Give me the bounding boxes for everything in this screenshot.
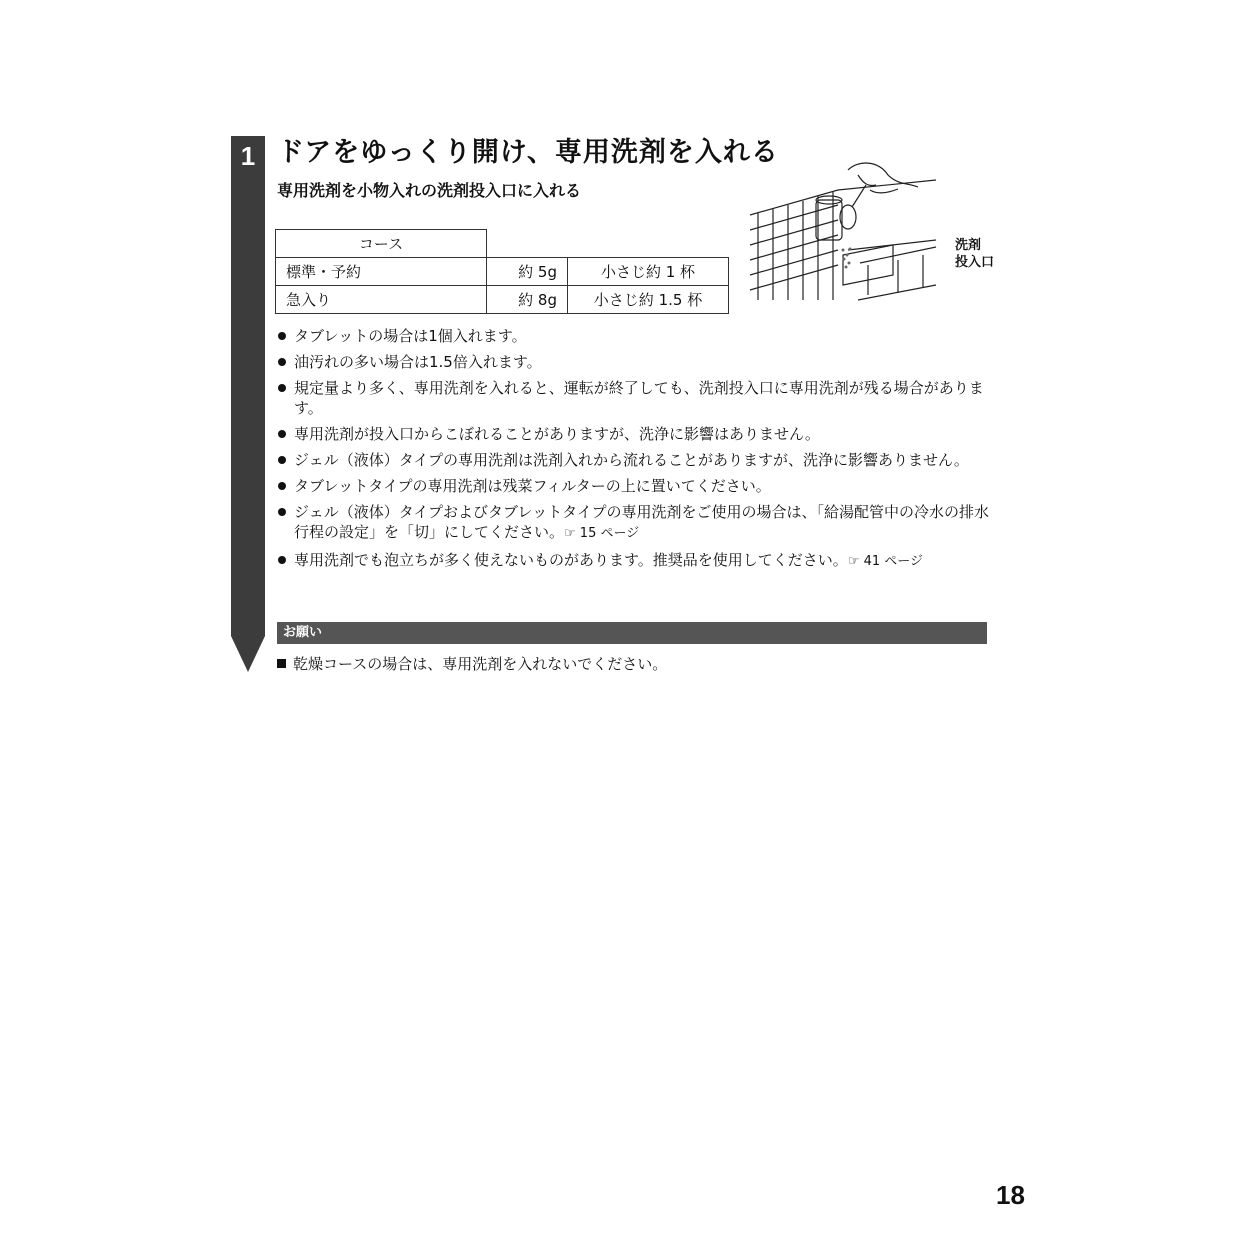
table-row: [276, 286, 729, 314]
table-header-row: [276, 230, 729, 258]
list-item: 規定量より多く、専用洗剤を入れると、運転が終了しても、洗剤投入口に専用洗剤が残る場合があります。: [277, 378, 989, 418]
list-item: タブレットタイプの専用洗剤は残菜フィルターの上に置いてください。: [277, 476, 989, 496]
table-cell-spoon: 小さじ約 1 杯: [568, 258, 729, 286]
list-item: ジェル（液体）タイプの専用洗剤は洗剤入れから流れることがありますが、洗浄に影響ありません。: [277, 450, 989, 470]
page-reference[interactable]: ☞ 15 ページ: [564, 526, 640, 541]
square-bullet-icon: [277, 659, 286, 668]
step-arrow: [231, 636, 265, 672]
page-reference[interactable]: ☞ 41 ページ: [847, 554, 924, 569]
list-item: 専用洗剤でも泡立ちが多く使えないものがあります。推奨品を使用してください。☞ 41 ページ: [277, 550, 989, 572]
bullet-icon: [278, 332, 286, 340]
onegai-item: 乾燥コースの場合は、専用洗剤を入れないでください。: [277, 653, 667, 674]
notes-list: [277, 326, 989, 578]
table-cell-amount: 約 8g: [487, 286, 568, 314]
table-cell-course: 急入り: [276, 286, 487, 314]
table-row: [276, 258, 729, 286]
page-number: 18: [996, 1180, 1025, 1210]
table-header-course: コース: [276, 230, 487, 258]
bullet-icon: [278, 430, 286, 438]
list-item: 油汚れの多い場合は1.5倍入れます。: [277, 352, 989, 372]
bullet-icon: [278, 482, 286, 490]
detergent-inlet-label: 洗剤 投入口: [955, 238, 995, 270]
table-cell-amount: 約 5g: [487, 258, 568, 286]
step-bar: [231, 136, 265, 636]
bullet-icon: [278, 358, 286, 366]
dishwasher-detergent-illustration: [748, 155, 938, 305]
bullet-icon: [278, 556, 286, 564]
table-cell-course: 標準・予約: [276, 258, 487, 286]
detergent-amount-table: [275, 229, 729, 314]
list-item: 専用洗剤が投入口からこぼれることがありますが、洗浄に影響はありません。: [277, 424, 989, 444]
onegai-heading-bar: [277, 622, 987, 644]
bullet-icon: [278, 456, 286, 464]
step-subtitle: 専用洗剤を小物入れの洗剤投入口に入れる: [277, 181, 582, 200]
step-number: 1: [240, 141, 256, 171]
step-title: ドアをゆっくり開け、専用洗剤を入れる: [277, 137, 779, 168]
bullet-icon: [278, 508, 286, 516]
list-item: タブレットの場合は1個入れます。: [277, 326, 989, 346]
table-cell-spoon: 小さじ約 1.5 杯: [568, 286, 729, 314]
onegai-heading: お願い: [283, 625, 323, 640]
list-item: ジェル（液体）タイプおよびタブレットタイプの専用洗剤をご使用の場合は、「給湯配管中の冷水の排水行程の設定」を「切」にしてください。☞ 15 ページ: [277, 502, 989, 544]
bullet-icon: [278, 384, 286, 392]
